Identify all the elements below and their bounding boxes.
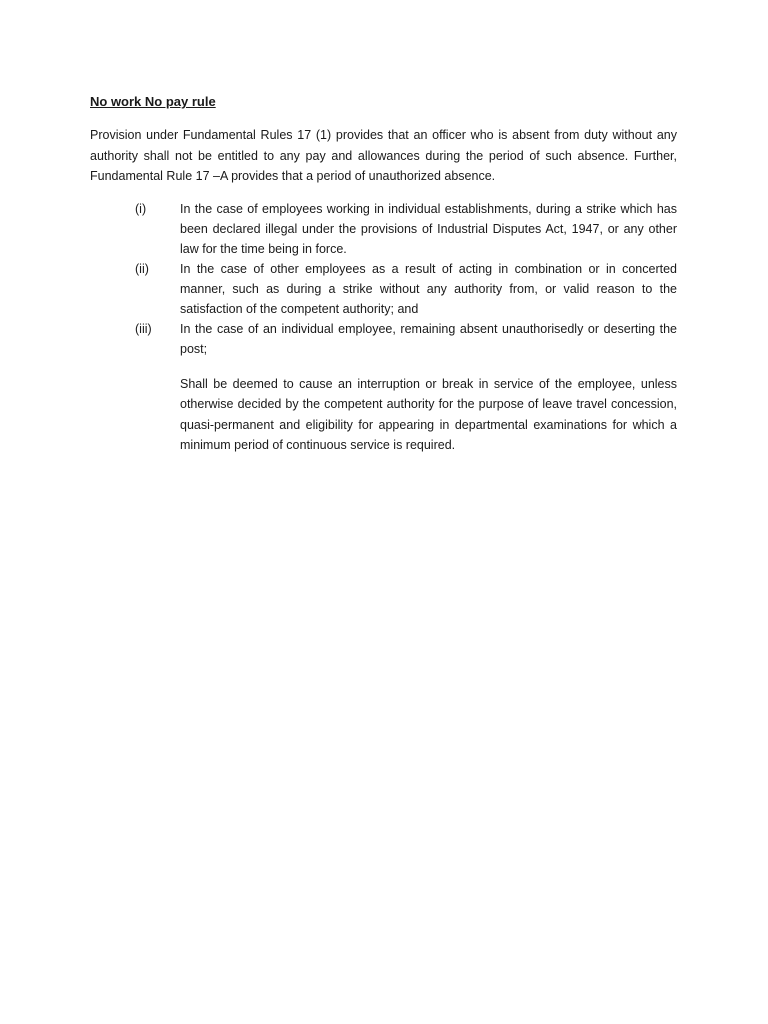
clause-number: (i) — [135, 201, 147, 216]
document-title: No work No pay rule — [90, 94, 216, 109]
conclusion-paragraph: Shall be deemed to cause an interruption or break in service of the employee, unless otherwise decided by the competent authority for the purpose of leave travel concession, quasi-permanent and eligibility for appearing in departmental examinations for which a minimum period of continuous service is required. — [180, 376, 677, 452]
clause-list — [90, 199, 677, 359]
clause-item — [90, 259, 677, 319]
document-page — [90, 92, 677, 456]
intro-paragraph: Provision under Fundamental Rules 17 (1) provides that an officer who is absent from duty without any authority shall not be entitled to any pay and allowances during the period of such absence. Further, Fundamental Rule 17 –A provides that a period of unauthorized absence. — [90, 128, 677, 183]
clause-item — [90, 199, 677, 259]
clause-item — [90, 319, 677, 359]
clause-text: In the case of other employees as a result of acting in combination or in concerted manner, such as during a strike without any authority from, or valid reason to the satisfaction of the competent authority; and — [180, 261, 677, 316]
clause-number: (ii) — [135, 261, 149, 276]
clause-text: In the case of an individual employee, remaining absent unauthorisedly or deserting the post; — [180, 321, 677, 356]
clause-number: (iii) — [135, 321, 152, 336]
clause-text: In the case of employees working in individual establishments, during a strike which has been declared illegal under the provisions of Industrial Disputes Act, 1947, or any other law for the time being in force. — [180, 201, 677, 256]
